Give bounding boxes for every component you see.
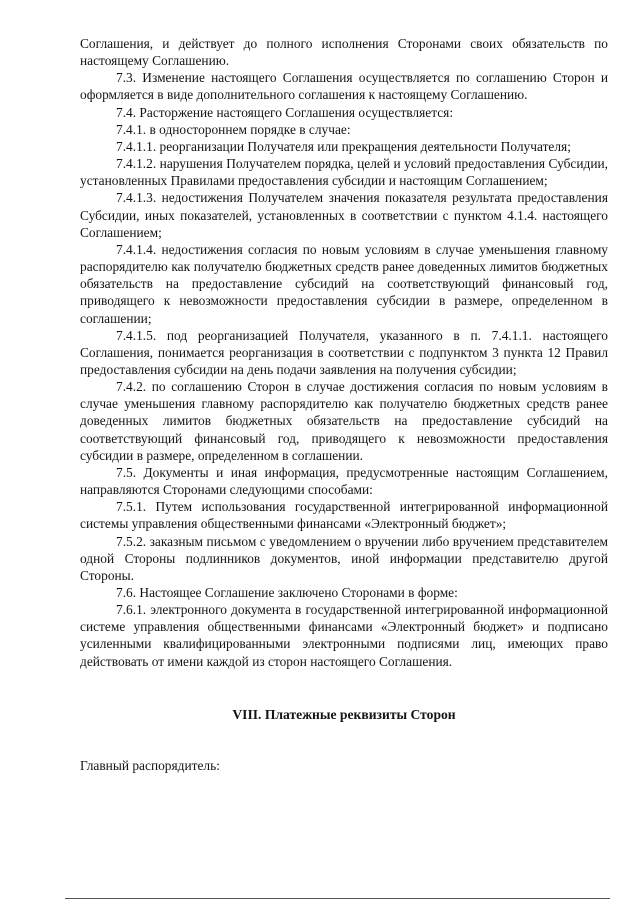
paragraph: 7.4.1.2. нарушения Получателем порядка, целей и условий предоставления Субсидии, установленных Правилами предоставления субсидии и настоящим Соглашением;	[80, 156, 608, 189]
paragraph: 7.6. Настоящее Соглашение заключено Сторонами в форме:	[116, 585, 458, 600]
paragraph: 7.5. Документы и иная информация, предусмотренные настоящим Соглашением, направляются Сторонами следующими способами:	[80, 464, 608, 498]
paragraph: 7.3. Изменение настоящего Соглашения осуществляется по соглашению Сторон и оформляется в виде дополнительного соглашения к настоящему Соглашению.	[80, 70, 608, 103]
paragraph: 7.4.1.3. недостижения Получателем значения показателя результата предоставления Субсидии, иных показателей, установленных в соответствии с пунктом 4.1.4. настоящего Соглашением;	[80, 190, 608, 240]
paragraph: 7.4.1.1. реорганизации Получателя или прекращения деятельности Получателя;	[116, 138, 571, 154]
paragraph: 7.4. Расторжение настоящего Соглашения осуществляется:	[116, 104, 454, 120]
bottom-divider	[65, 898, 610, 899]
paragraph: 7.4.2. по соглашению Сторон в случае достижения согласия по новым условиям в случае уменьшения главному распорядителю как получателю бюджетных средств ранее доведенных лимитов бюджетных обязательств на предоставление субсидий на соответствующий финансовый год, приводящего к невозможности предоставления субсидии в размере, определенном в соглашении.	[80, 379, 608, 463]
paragraph: 7.6.1. электронного документа в государственной интегрированной информационной системе управления общественными финансами «Электронный бюджет» и подписано усиленными квалифицированными электронными подписями лиц, имеющих право действовать от имени каждой из сторон настоящего Соглашения.	[80, 602, 608, 669]
paragraph: 7.5.2. заказным письмом с уведомлением о вручении либо вручением представителем одной Стороны подлинников документов, иной информации представителю другой Стороны.	[80, 533, 608, 583]
paragraph: 7.4.1.5. под реорганизацией Получателя, указанного в п. 7.4.1.1. настоящего Соглашения, понимается реорганизация в соответствии с подпунктом 3 пункта 12 Правил предоставления субсидии на день подачи заявления на получения субсидии;	[80, 327, 608, 377]
document-body	[80, 35, 608, 670]
paragraph: 7.4.1.4. недостижения согласия по новым условиям в случае уменьшения главному распорядителю как получателю бюджетных средств ранее доведенных лимитов бюджетных обязательств на предоставление субсидий на соответствующий финансовый год, приводящего к невозможности предоставления субсидии в размере, определенном в соглашении;	[80, 241, 608, 326]
chief-administrator-label: Главный распорядитель:	[80, 757, 220, 773]
paragraph: Соглашения, и действует до полного исполнения Сторонами своих обязательств по настоящему Соглашению.	[80, 36, 608, 69]
paragraph: 7.4.1. в одностороннем порядке в случае:	[116, 121, 351, 137]
paragraph: 7.5.1. Путем использования государственной интегрированной информационной системы управления общественными финансами «Электронный бюджет»;	[80, 499, 608, 532]
section-heading: VIII. Платежные реквизиты Сторон	[232, 706, 456, 722]
